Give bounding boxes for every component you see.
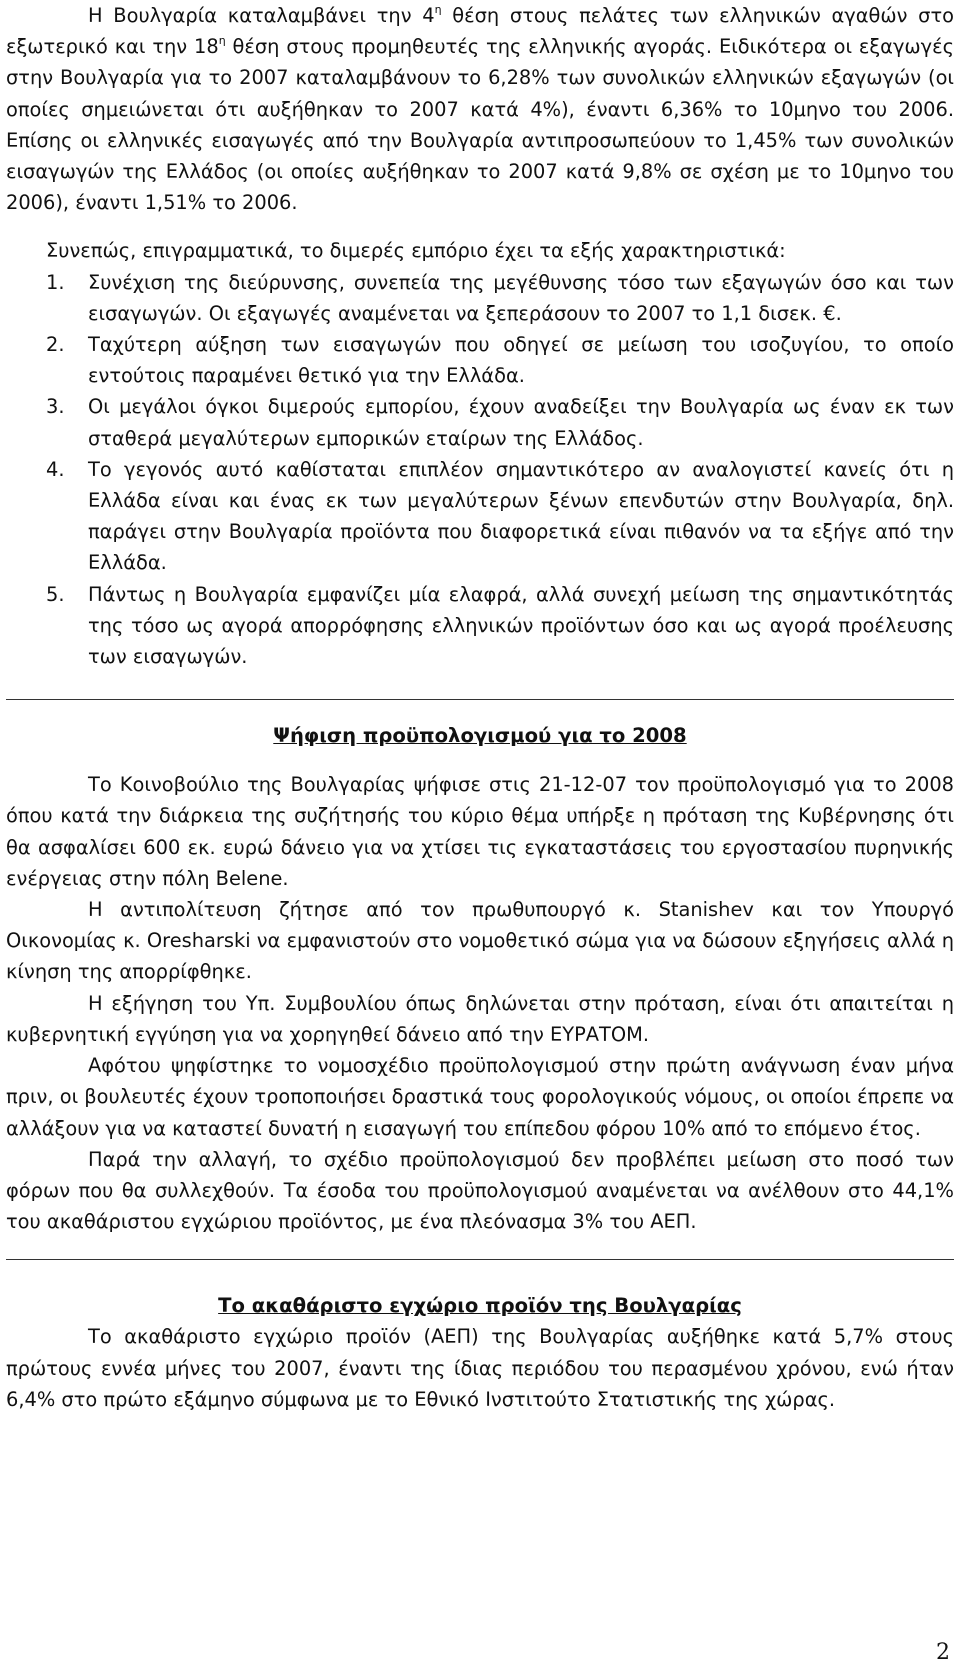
list-number: 4. <box>46 457 65 481</box>
intro-text-1: Η Βουλγαρία καταλαμβάνει την 4 <box>88 4 435 27</box>
list-number: 2. <box>46 333 65 357</box>
budget-paragraph: Αφότου ψηφίστηκε το νομοσχέδιο προϋπολογισμού στην πρώτη ανάγνωση έναν μήνα πριν, οι βουλευτές έχουν τροποποιήσει δραστικά τους φορολογικούς νόμους, οι οποίοι έπρεπε να αλλάξουν για να καταστεί δυνατή η εισαγωγή του επίπεδου φόρου 10% από το επόμενο έτος. <box>6 1054 954 1140</box>
list-item <box>6 267 954 329</box>
intro-paragraph <box>6 0 954 218</box>
list-item-text: Πάντως η Βουλγαρία εμφανίζει μία ελαφρά, αλλά συνεχή μείωση της σημαντικότητάς της τόσο ως αγορά απορρόφησης ελληνικών προϊόντων όσο και ως αγορά προέλευσης των εισαγωγών. <box>88 582 954 669</box>
list-item <box>6 329 954 391</box>
summary-list <box>6 267 954 673</box>
superscript-ordinal: η <box>218 34 226 48</box>
budget-paragraph: Παρά την αλλαγή, το σχέδιο προϋπολογισμού δεν προβλέπει μείωση στο ποσό των φόρων που θα συλλεχθούν. Τα έσοδα του προϋπολογισμού αναμένεται να ανέλθουν στο 44,1% του ακαθάριστου εγχώριου προϊόντος, με ένα πλεόνασμα 3% του ΑΕΠ. <box>6 1147 954 1234</box>
budget-heading: Ψήφιση προϋπολογισμού για το 2008 <box>273 724 687 748</box>
gdp-heading: Το ακαθάριστο εγχώριο προϊόν της Βουλγαρίας <box>218 1294 742 1318</box>
list-number: 1. <box>46 270 65 294</box>
budget-paragraph: Η εξήγηση του Υπ. Συμβουλίου όπως δηλώνεται στην πρόταση, είναι ότι απαιτείται η κυβερνητική εγγύηση για να χορηγηθεί δάνειο από την ΕΥΡΑΤΟΜ. <box>6 991 954 1046</box>
budget-paragraph: Το Κοινοβούλιο της Βουλγαρίας ψήφισε στις 21-12-07 τον προϋπολογισμό για το 2008 όπου κατά την διάρκεια της συζήτησής του κύριο θέμα υπήρξε η πρόταση της Κυβέρνησης ότι θα ασφαλίσει 600 εκ. ευρώ δάνειο για να χτίσει τις εγκαταστάσεις του εργοστασίου πυρηνικής ενέργειας στην πόλη Belene. <box>6 773 954 890</box>
list-item <box>6 391 954 453</box>
list-item-text: Το γεγονός αυτό καθίσταται επιπλέον σημαντικότερο αν αναλογιστεί κανείς ότι η Ελλάδα είναι και ένας εκ των μεγαλύτερων ξένων επενδυτών στην Βουλγαρία, δηλ. παράγει στην Βουλγαρία προϊόντα που διαφορετικά είναι πιθανόν να τα εξήγε από την Ελλάδα. <box>88 457 954 575</box>
gdp-paragraph: Το ακαθάριστο εγχώριο προϊόν (ΑΕΠ) της Βουλγαρίας αυξήθηκε κατά 5,7% στους πρώτους εννέα μήνες του 2007, έναντι της ίδιας περιόδου του περασμένου χρόνου, ενώ ήταν 6,4% στο πρώτο εξάμηνο σύμφωνα με το Εθνικό Ινστιτούτο Στατιστικής της χώρας. <box>6 1325 954 1411</box>
list-number: 3. <box>46 395 65 419</box>
section-divider <box>6 1259 954 1260</box>
document-page <box>6 0 954 1415</box>
summary-intro: Συνεπώς, επιγραμματικά, το διμερές εμπόριο έχει τα εξής χαρακτηριστικά: <box>46 239 786 263</box>
page-number: 2 <box>936 1640 950 1665</box>
list-item-text: Οι μεγάλοι όγκοι διμερούς εμπορίου, έχουν αναδείξει την Βουλγαρία ως έναν εκ των σταθερά μεγαλύτερων εμπορικών εταίρων της Ελλάδος. <box>88 395 954 450</box>
list-item-text: Ταχύτερη αύξηση των εισαγωγών που οδηγεί σε μείωση του ισοζυγίου, το οποίο εντούτοις παραμένει θετικό για την Ελλάδα. <box>88 333 954 388</box>
intro-text-3: θέση στους προμηθευτές της ελληνικής αγοράς. Ειδικότερα οι εξαγωγές στην Βουλγαρία για το 2007 καταλαμβάνουν το 6,28% των συνολικών ελληνικών εξαγωγών (οι οποίες σημειώνεται ότι αυξήθηκαν το 2007 κατά 4%), έναντι 6,36% το 10μηνο του 2006. Επίσης οι ελληνικές εισαγωγές από την Βουλγαρία αντιπροσωπεύουν το 1,45% των συνολικών εισαγωγών της Ελλάδος (οι οποίες αυξήθηκαν το 2007 κατά 9,8% σε σχέση με το 10μηνο του 2006), έναντι 1,51% το 2006. <box>6 35 954 215</box>
superscript-ordinal: η <box>434 3 442 16</box>
list-item <box>6 579 954 673</box>
intro-text-2: θέση στους πελάτες των ελληνικών αγαθών στο εξωτερικό και την 18 <box>6 4 954 59</box>
list-number: 5. <box>46 582 65 606</box>
list-item-text: Συνέχιση της διεύρυνσης, συνεπεία της μεγέθυνσης τόσο των εξαγωγών όσο και των εισαγωγών. Οι εξαγωγές αναμένεται να ξεπεράσουν το 2007 το 1,1 δισεκ. €. <box>88 270 954 325</box>
budget-paragraph: Η αντιπολίτευση ζήτησε από τον πρωθυπουργό κ. Stanishev και τον Υπουργό Οικονομίας κ. Oresharski να εμφανιστούν στο νομοθετικό σώμα για να δώσουν εξηγήσεις αλλά η κίνηση της απορρίφθηκε. <box>6 898 954 984</box>
section-divider <box>6 699 954 700</box>
paragraph-gap <box>6 218 954 235</box>
list-item <box>6 454 954 579</box>
